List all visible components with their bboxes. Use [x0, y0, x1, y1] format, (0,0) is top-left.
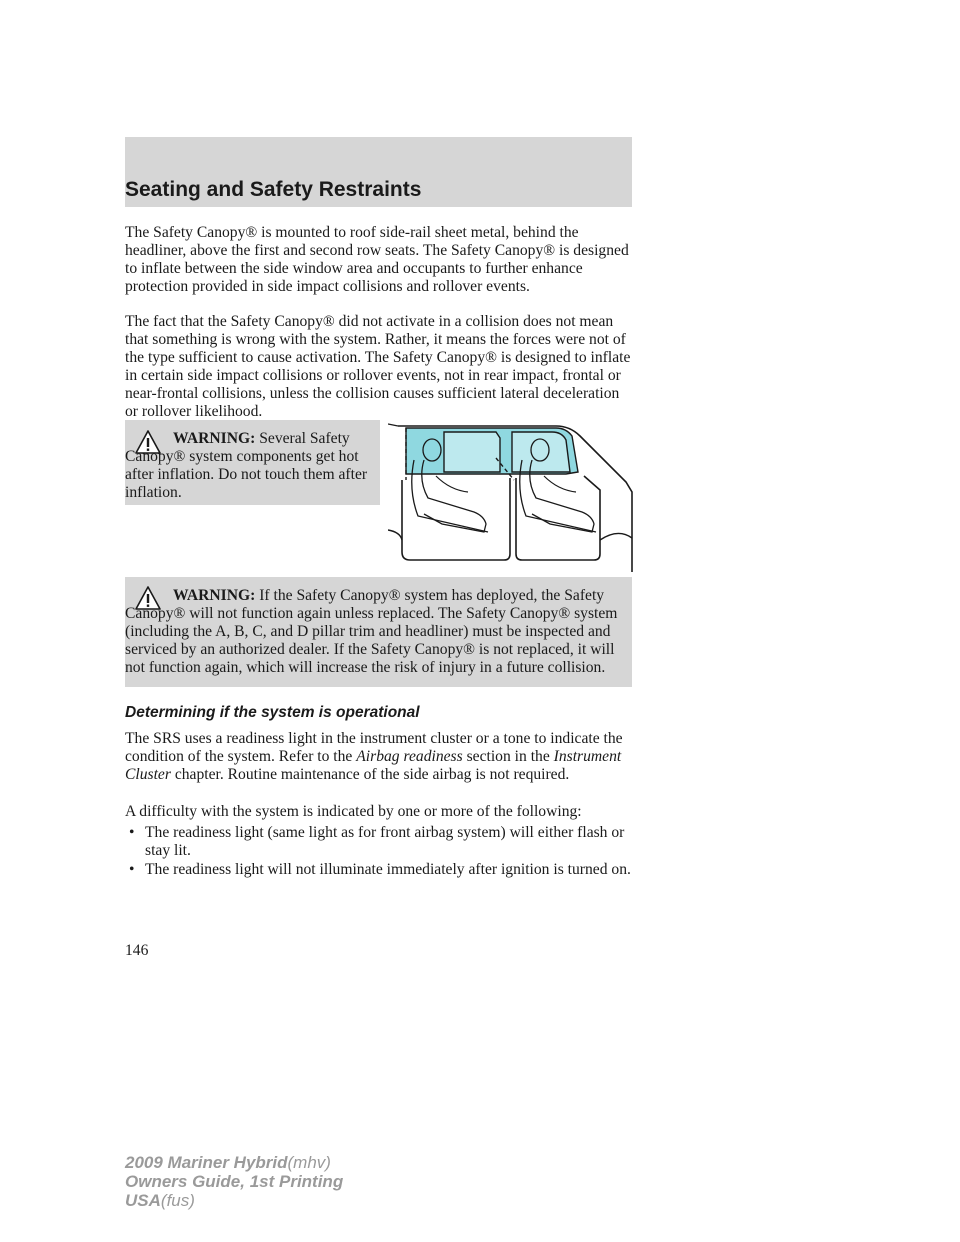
footer-market: USA: [125, 1191, 161, 1210]
warning-body: If the Safety Canopy® system has deployed, the Safety Canopy® will not function again unless replaced. The Safety Canopy® system (including the A, B, C, and D pillar trim and headliner) must be inspected and serviced by an authorized dealer. If the Safety Canopy® is not replaced, it will not function again, which will increase the risk of injury in a future collision.: [125, 587, 618, 676]
list-item-text: The readiness light (same light as for front airbag system) will either flash or stay lit.: [145, 824, 625, 859]
footer-market-code: (fus): [160, 1191, 195, 1210]
warning-text-hot-components: [125, 430, 378, 502]
footer-model: 2009 Mariner Hybrid: [125, 1153, 288, 1172]
reference-instrument-cluster: Instrument Cluster: [125, 748, 622, 783]
reference-airbag-readiness: Airbag readiness: [356, 748, 463, 765]
paragraph-canopy-activation: The fact that the Safety Canopy® did not activate in a collision does not mean that something is wrong with the system. Rather, it means the forces were not of the type sufficient to cause activation. The Safety Canopy® is designed to inflate in certain side impact collisions or rollover events, not in rear impact, frontal or near-frontal collisions, unless the collision causes sufficient lateral deceleration or rollover likelihood.: [125, 313, 631, 420]
footer-line-3: [125, 1191, 343, 1210]
text-segment: The SRS uses a readiness light in the instrument cluster or a tone to indicate the condition of the system. Refer to the: [125, 730, 623, 765]
warning-label: WARNING:: [173, 430, 256, 447]
text-segment: chapter. Routine maintenance of the side airbag is not required.: [174, 766, 570, 783]
paragraph-readiness-light: [125, 730, 635, 784]
safety-canopy-illustration: [388, 420, 636, 572]
list-item: [125, 861, 635, 879]
footer-print-info: [125, 1153, 343, 1210]
warning-text-deployed-system: [125, 587, 630, 677]
warning-label: WARNING:: [173, 587, 256, 604]
section-title: Seating and Safety Restraints: [125, 178, 422, 201]
footer-line-2: Owners Guide, 1st Printing: [125, 1172, 344, 1191]
page-number: 146: [125, 942, 149, 959]
bullet-icon: •: [129, 824, 135, 841]
footer-model-code: (mhv): [287, 1153, 331, 1172]
warning-body: Several Safety Canopy® system components get hot after inflation. Do not touch them after inflation.: [125, 430, 368, 501]
list-item: [125, 824, 635, 860]
bullet-icon: •: [129, 861, 135, 878]
list-item-text: The readiness light will not illuminate immediately after ignition is turned on.: [145, 861, 631, 878]
paragraph-difficulty: A difficulty with the system is indicated by one or more of the following:: [125, 803, 582, 820]
paragraph-canopy-location: The Safety Canopy® is mounted to roof side-rail sheet metal, behind the headliner, above the first and second row seats. The Safety Canopy® is designed to inflate between the side window area and occupants to further enhance protection provided in side impact collisions and rollover events.: [125, 224, 629, 295]
text-segment: section in the: [466, 748, 550, 765]
footer-line-1: [125, 1153, 343, 1172]
subsection-heading: Determining if the system is operational: [125, 704, 420, 721]
